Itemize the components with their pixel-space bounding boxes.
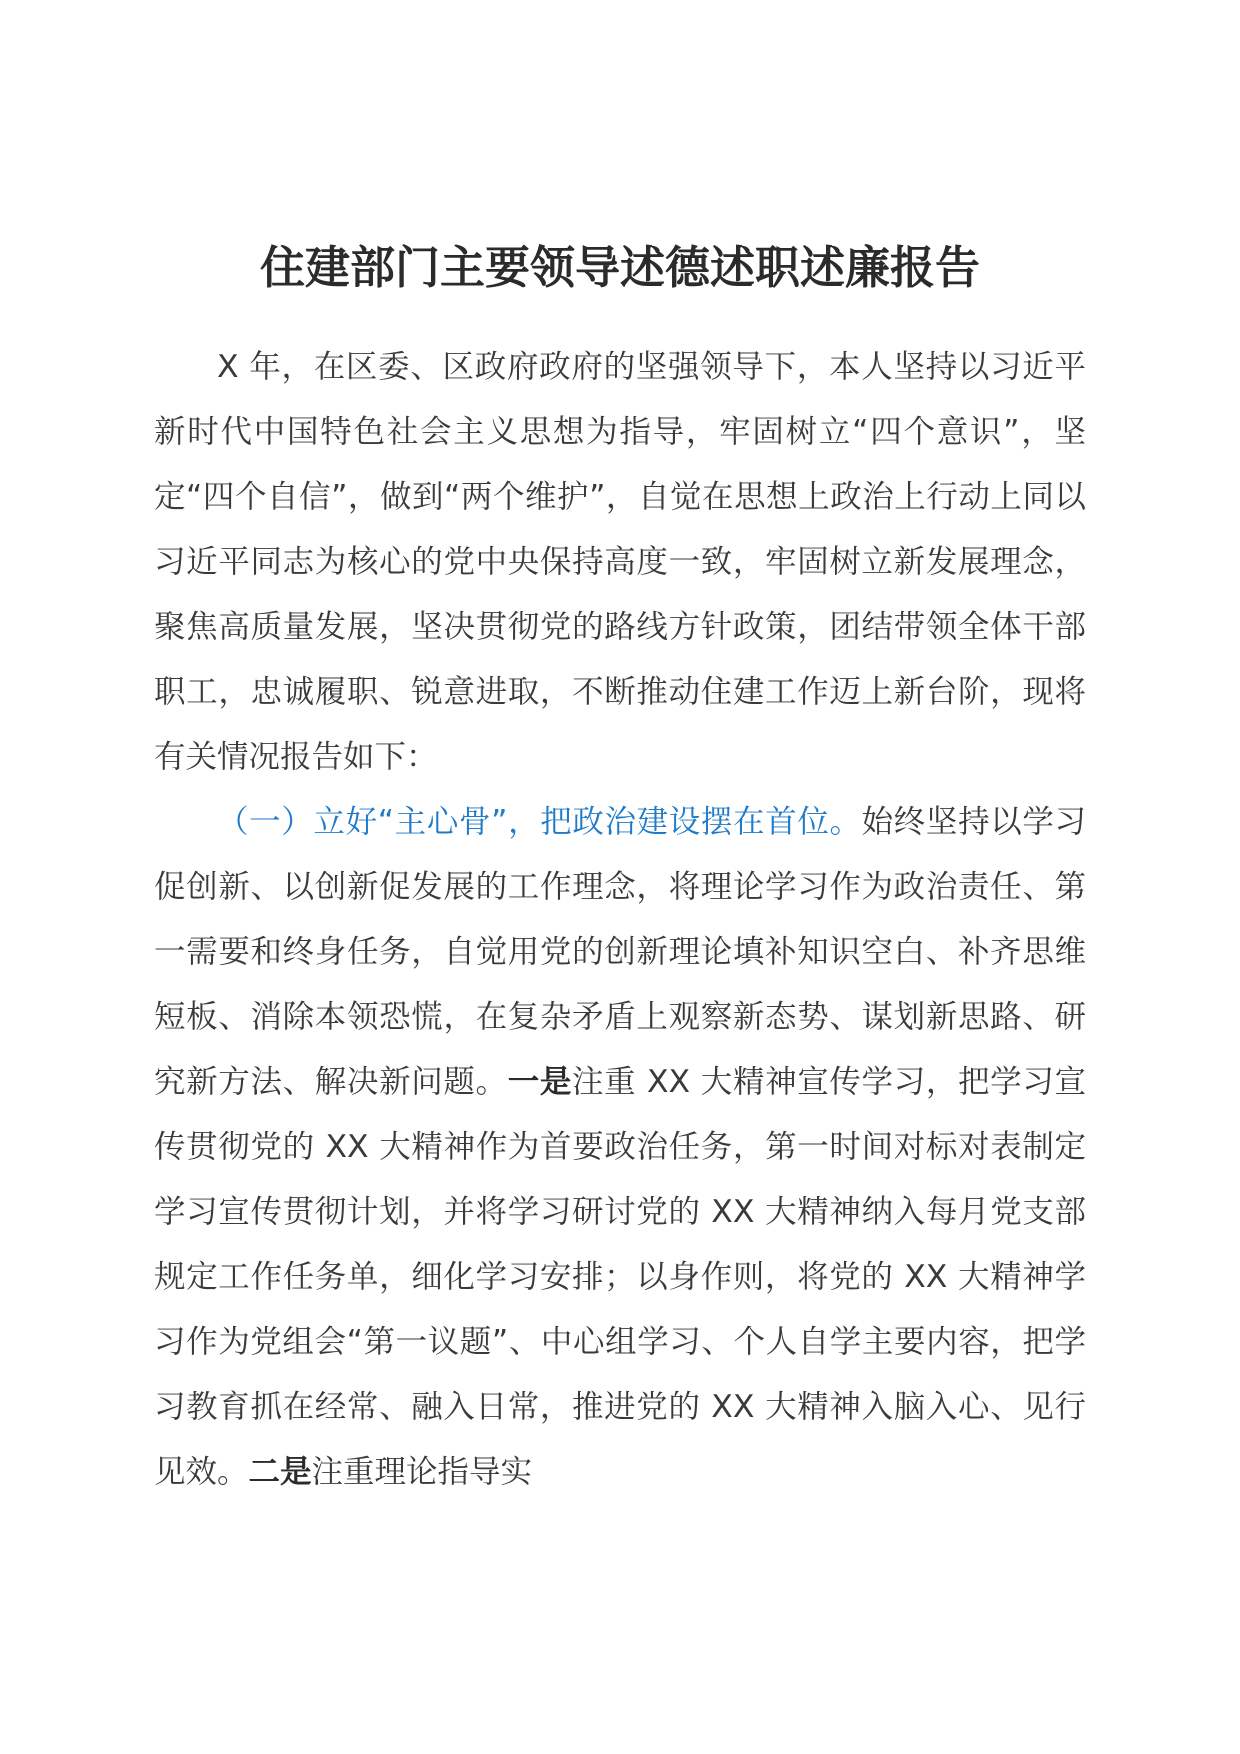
point-1-text: 注重 XX 大精神宣传学习，把学习宣传贯彻党的 XX 大精神作为首要政治任务，第一时间对标对表制定学习宣传贯彻计划，并将学习研讨党的 XX 大精神纳入每月党支部规定工作任务单，细化学习安排；以身作则，将党的 XX 大精神学习作为党组会“第一议题”、中心组学习、个人自学主要内容，把学习教育抓在经常、融入日常，推进党的 XX 大精神入脑入心、见行见效。 <box>154 1064 1086 1490</box>
point-2-text: 注重理论指导实 <box>311 1454 533 1490</box>
intro-paragraph: X 年，在区委、区政府政府的坚强领导下，本人坚持以习近平新时代中国特色社会主义思想为指导，牢固树立“四个意识”，坚定“四个自信”，做到“两个维护”，自觉在思想上政治上行动上同以习近平同志为核心的党中央保持高度一致，牢固树立新发展理念，聚焦高质量发展，坚决贯彻党的路线方针政策，团结带领全体干部职工，忠诚履职、锐意进取，不断推动住建工作迈上新台阶，现将有关情况报告如下： <box>154 349 1086 775</box>
section-1-intro-text: 始终坚持以学习促创新、以创新促发展的工作理念，将理论学习作为政治责任、第一需要和终身任务，自觉用党的创新理论填补知识空白、补齐思维短板、消除本领恐慌，在复杂矛盾上观察新态势、谋划新思路、研究新方法、解决新问题。 <box>154 804 1086 1100</box>
point-2-label: 二是 <box>248 1454 312 1490</box>
section-1-heading: （一）立好“主心骨”，把政治建设摆在首位。 <box>217 804 862 840</box>
point-1-label: 一是 <box>507 1064 572 1100</box>
document-body <box>154 335 1086 1505</box>
section-1-paragraph <box>154 790 1086 1505</box>
document-title: 住建部门主要领导述德述职述廉报告 <box>259 241 980 294</box>
